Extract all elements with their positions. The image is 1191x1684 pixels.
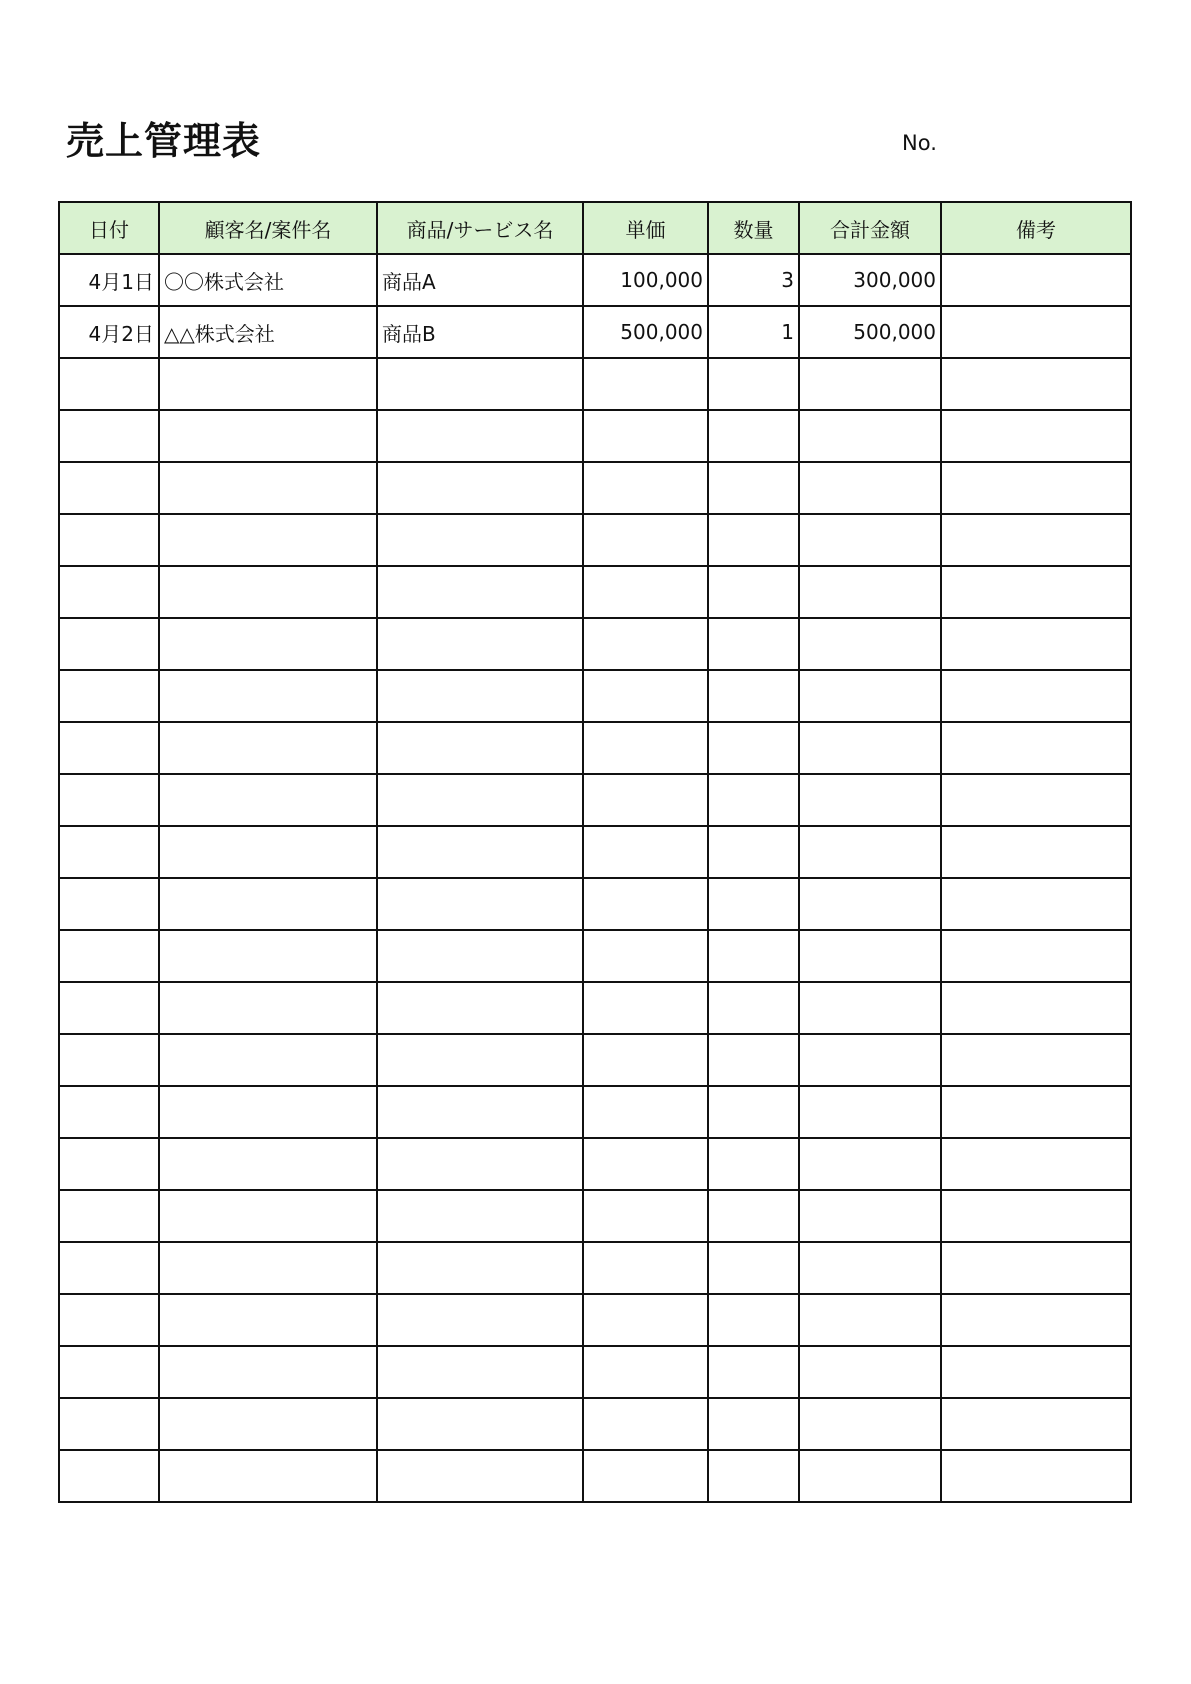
sales-table bbox=[58, 201, 1132, 1503]
customer-cell bbox=[159, 1242, 377, 1294]
unit-price-cell bbox=[583, 1190, 708, 1242]
notes-cell bbox=[941, 1346, 1131, 1398]
table-row bbox=[59, 1138, 1131, 1190]
total-cell bbox=[799, 1346, 941, 1398]
table-row bbox=[59, 774, 1131, 826]
product-cell bbox=[377, 410, 583, 462]
table-row bbox=[59, 358, 1131, 410]
product-cell bbox=[377, 1034, 583, 1086]
customer-cell bbox=[159, 358, 377, 410]
date-cell bbox=[59, 1450, 159, 1502]
total-cell bbox=[799, 410, 941, 462]
column-header-date: 日付 bbox=[59, 202, 159, 254]
notes-cell bbox=[941, 462, 1131, 514]
quantity-cell bbox=[708, 1034, 799, 1086]
table-row bbox=[59, 306, 1131, 358]
customer-cell bbox=[159, 1450, 377, 1502]
unit-price-cell bbox=[583, 566, 708, 618]
product-cell bbox=[377, 982, 583, 1034]
customer-cell bbox=[159, 826, 377, 878]
total-cell bbox=[799, 358, 941, 410]
product-cell bbox=[377, 930, 583, 982]
total-cell bbox=[799, 1450, 941, 1502]
table-row bbox=[59, 566, 1131, 618]
customer-cell: 〇〇株式会社 bbox=[159, 254, 377, 306]
total-cell: 300,000 bbox=[799, 254, 941, 306]
quantity-cell bbox=[708, 982, 799, 1034]
notes-cell bbox=[941, 306, 1131, 358]
total-cell bbox=[799, 1138, 941, 1190]
product-cell bbox=[377, 670, 583, 722]
total-cell bbox=[799, 1294, 941, 1346]
quantity-cell bbox=[708, 566, 799, 618]
quantity-cell bbox=[708, 1398, 799, 1450]
table-row bbox=[59, 1190, 1131, 1242]
date-cell bbox=[59, 514, 159, 566]
quantity-cell bbox=[708, 1138, 799, 1190]
notes-cell bbox=[941, 1034, 1131, 1086]
notes-cell bbox=[941, 1190, 1131, 1242]
quantity-cell bbox=[708, 358, 799, 410]
table-row bbox=[59, 410, 1131, 462]
total-cell bbox=[799, 1034, 941, 1086]
customer-cell bbox=[159, 1138, 377, 1190]
customer-cell bbox=[159, 878, 377, 930]
column-header-product: 商品/サービス名 bbox=[377, 202, 583, 254]
unit-price-cell bbox=[583, 826, 708, 878]
unit-price-cell: 100,000 bbox=[583, 254, 708, 306]
table-row bbox=[59, 1398, 1131, 1450]
product-cell bbox=[377, 1138, 583, 1190]
quantity-cell bbox=[708, 1190, 799, 1242]
unit-price-cell bbox=[583, 514, 708, 566]
unit-price-cell bbox=[583, 358, 708, 410]
table-body bbox=[59, 254, 1131, 1502]
date-cell bbox=[59, 358, 159, 410]
unit-price-cell bbox=[583, 982, 708, 1034]
product-cell bbox=[377, 774, 583, 826]
customer-cell bbox=[159, 1346, 377, 1398]
unit-price-cell bbox=[583, 930, 708, 982]
total-cell bbox=[799, 722, 941, 774]
product-cell: 商品B bbox=[377, 306, 583, 358]
total-cell bbox=[799, 1398, 941, 1450]
table-row bbox=[59, 618, 1131, 670]
quantity-cell bbox=[708, 670, 799, 722]
total-cell bbox=[799, 618, 941, 670]
product-cell bbox=[377, 1242, 583, 1294]
customer-cell bbox=[159, 1086, 377, 1138]
unit-price-cell bbox=[583, 1346, 708, 1398]
date-cell bbox=[59, 722, 159, 774]
product-cell bbox=[377, 462, 583, 514]
notes-cell bbox=[941, 1086, 1131, 1138]
column-header-customer: 顧客名/案件名 bbox=[159, 202, 377, 254]
unit-price-cell bbox=[583, 878, 708, 930]
notes-cell bbox=[941, 878, 1131, 930]
table-row bbox=[59, 1086, 1131, 1138]
total-cell: 500,000 bbox=[799, 306, 941, 358]
date-cell bbox=[59, 1242, 159, 1294]
notes-cell bbox=[941, 670, 1131, 722]
notes-cell bbox=[941, 722, 1131, 774]
quantity-cell bbox=[708, 1242, 799, 1294]
date-cell bbox=[59, 1138, 159, 1190]
notes-cell bbox=[941, 826, 1131, 878]
quantity-cell bbox=[708, 1346, 799, 1398]
notes-cell bbox=[941, 774, 1131, 826]
unit-price-cell bbox=[583, 1034, 708, 1086]
quantity-cell bbox=[708, 774, 799, 826]
quantity-cell bbox=[708, 1086, 799, 1138]
total-cell bbox=[799, 1190, 941, 1242]
unit-price-cell bbox=[583, 618, 708, 670]
quantity-cell bbox=[708, 462, 799, 514]
date-cell bbox=[59, 1034, 159, 1086]
total-cell bbox=[799, 982, 941, 1034]
total-cell bbox=[799, 826, 941, 878]
header-row bbox=[59, 202, 1131, 254]
date-cell bbox=[59, 410, 159, 462]
table-row bbox=[59, 722, 1131, 774]
customer-cell bbox=[159, 1034, 377, 1086]
unit-price-cell: 500,000 bbox=[583, 306, 708, 358]
date-cell bbox=[59, 826, 159, 878]
table-row bbox=[59, 462, 1131, 514]
quantity-cell bbox=[708, 722, 799, 774]
notes-cell bbox=[941, 410, 1131, 462]
total-cell bbox=[799, 566, 941, 618]
product-cell bbox=[377, 566, 583, 618]
total-cell bbox=[799, 670, 941, 722]
total-cell bbox=[799, 514, 941, 566]
customer-cell bbox=[159, 618, 377, 670]
notes-cell bbox=[941, 1242, 1131, 1294]
date-cell bbox=[59, 670, 159, 722]
quantity-cell: 3 bbox=[708, 254, 799, 306]
total-cell bbox=[799, 1242, 941, 1294]
quantity-cell bbox=[708, 878, 799, 930]
notes-cell bbox=[941, 618, 1131, 670]
product-cell bbox=[377, 1086, 583, 1138]
unit-price-cell bbox=[583, 1138, 708, 1190]
date-cell bbox=[59, 930, 159, 982]
table-row bbox=[59, 1294, 1131, 1346]
unit-price-cell bbox=[583, 774, 708, 826]
quantity-cell bbox=[708, 1294, 799, 1346]
date-cell bbox=[59, 774, 159, 826]
quantity-cell bbox=[708, 826, 799, 878]
table-row bbox=[59, 1034, 1131, 1086]
table-row bbox=[59, 878, 1131, 930]
total-cell bbox=[799, 930, 941, 982]
total-cell bbox=[799, 878, 941, 930]
customer-cell bbox=[159, 774, 377, 826]
date-cell bbox=[59, 1294, 159, 1346]
unit-price-cell bbox=[583, 1398, 708, 1450]
table-row bbox=[59, 1346, 1131, 1398]
total-cell bbox=[799, 1086, 941, 1138]
table-row bbox=[59, 1450, 1131, 1502]
quantity-cell bbox=[708, 618, 799, 670]
quantity-cell bbox=[708, 410, 799, 462]
date-cell bbox=[59, 618, 159, 670]
customer-cell bbox=[159, 982, 377, 1034]
unit-price-cell bbox=[583, 670, 708, 722]
customer-cell bbox=[159, 566, 377, 618]
quantity-cell bbox=[708, 1450, 799, 1502]
quantity-cell bbox=[708, 930, 799, 982]
product-cell bbox=[377, 1346, 583, 1398]
customer-cell bbox=[159, 1398, 377, 1450]
table-row bbox=[59, 930, 1131, 982]
date-cell bbox=[59, 982, 159, 1034]
notes-cell bbox=[941, 1398, 1131, 1450]
table-row bbox=[59, 670, 1131, 722]
product-cell bbox=[377, 878, 583, 930]
column-header-total: 合計金額 bbox=[799, 202, 941, 254]
date-cell bbox=[59, 878, 159, 930]
table-header bbox=[59, 202, 1131, 254]
notes-cell bbox=[941, 982, 1131, 1034]
unit-price-cell bbox=[583, 462, 708, 514]
date-cell bbox=[59, 462, 159, 514]
product-cell bbox=[377, 618, 583, 670]
notes-cell bbox=[941, 358, 1131, 410]
notes-cell bbox=[941, 1450, 1131, 1502]
product-cell bbox=[377, 1450, 583, 1502]
table-row bbox=[59, 982, 1131, 1034]
notes-cell bbox=[941, 254, 1131, 306]
document-number-label: No. bbox=[902, 131, 937, 155]
date-cell bbox=[59, 1398, 159, 1450]
customer-cell bbox=[159, 1190, 377, 1242]
product-cell bbox=[377, 1398, 583, 1450]
total-cell bbox=[799, 774, 941, 826]
date-cell bbox=[59, 566, 159, 618]
column-header-quantity: 数量 bbox=[708, 202, 799, 254]
customer-cell bbox=[159, 930, 377, 982]
product-cell bbox=[377, 514, 583, 566]
total-cell bbox=[799, 462, 941, 514]
unit-price-cell bbox=[583, 1242, 708, 1294]
page-title: 売上管理表 bbox=[66, 119, 262, 163]
notes-cell bbox=[941, 566, 1131, 618]
product-cell bbox=[377, 722, 583, 774]
table-row bbox=[59, 826, 1131, 878]
table-row bbox=[59, 254, 1131, 306]
customer-cell: △△株式会社 bbox=[159, 306, 377, 358]
date-cell bbox=[59, 1086, 159, 1138]
customer-cell bbox=[159, 462, 377, 514]
quantity-cell bbox=[708, 514, 799, 566]
unit-price-cell bbox=[583, 722, 708, 774]
customer-cell bbox=[159, 410, 377, 462]
unit-price-cell bbox=[583, 1450, 708, 1502]
product-cell bbox=[377, 1294, 583, 1346]
unit-price-cell bbox=[583, 1294, 708, 1346]
product-cell bbox=[377, 1190, 583, 1242]
notes-cell bbox=[941, 1138, 1131, 1190]
product-cell bbox=[377, 358, 583, 410]
customer-cell bbox=[159, 670, 377, 722]
unit-price-cell bbox=[583, 1086, 708, 1138]
customer-cell bbox=[159, 1294, 377, 1346]
date-cell bbox=[59, 1190, 159, 1242]
notes-cell bbox=[941, 514, 1131, 566]
notes-cell bbox=[941, 930, 1131, 982]
customer-cell bbox=[159, 514, 377, 566]
date-cell: 4月2日 bbox=[59, 306, 159, 358]
customer-cell bbox=[159, 722, 377, 774]
product-cell: 商品A bbox=[377, 254, 583, 306]
column-header-notes: 備考 bbox=[941, 202, 1131, 254]
date-cell bbox=[59, 1346, 159, 1398]
product-cell bbox=[377, 826, 583, 878]
quantity-cell: 1 bbox=[708, 306, 799, 358]
date-cell: 4月1日 bbox=[59, 254, 159, 306]
column-header-unit-price: 単価 bbox=[583, 202, 708, 254]
notes-cell bbox=[941, 1294, 1131, 1346]
table-row bbox=[59, 514, 1131, 566]
unit-price-cell bbox=[583, 410, 708, 462]
table-row bbox=[59, 1242, 1131, 1294]
